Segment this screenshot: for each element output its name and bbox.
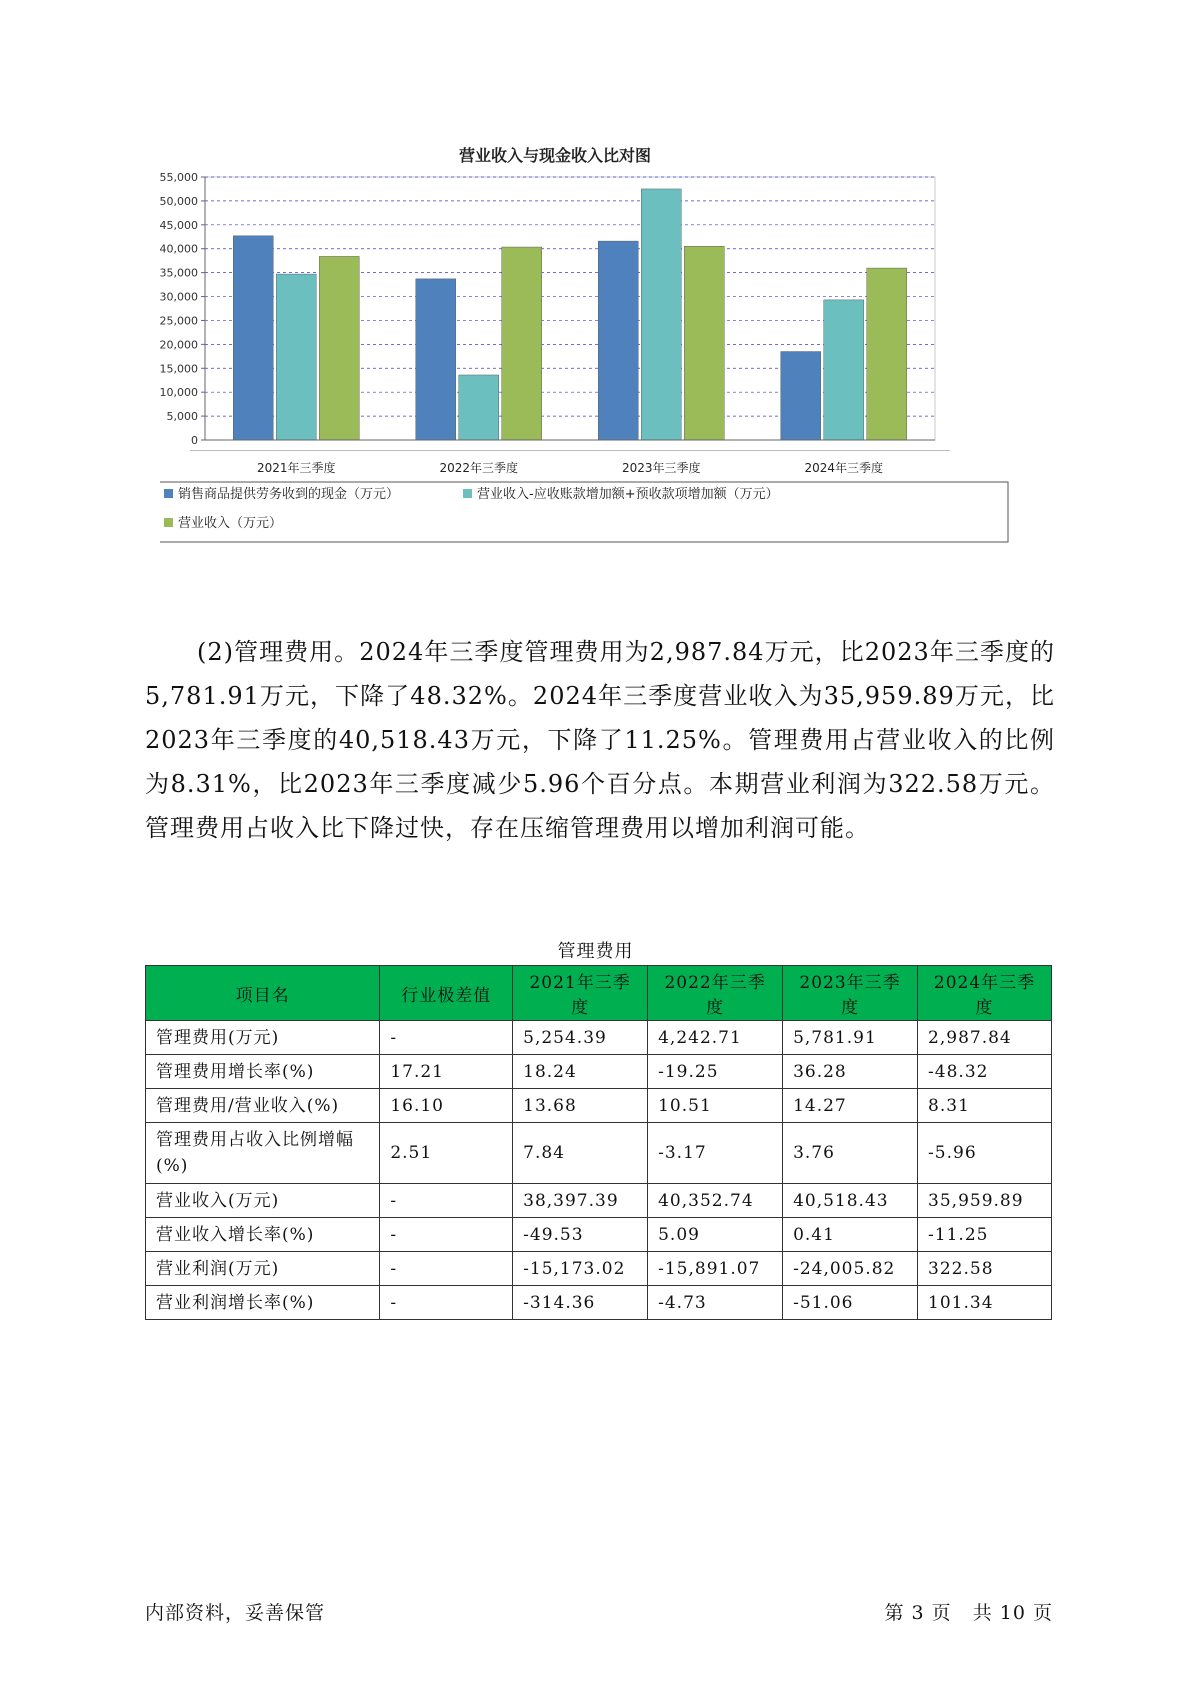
chart-legend [160, 482, 1008, 542]
table-header: 2024年三季度 [918, 966, 1052, 1021]
table-header: 行业极差值 [380, 966, 513, 1021]
legend-label: 营业收入-应收账款增加额+预收款项增加额（万元） [477, 487, 779, 502]
table-cell: 40,518.43 [783, 1184, 918, 1218]
footer-confidential-note: 内部资料，妥善保管 [145, 1602, 326, 1624]
table-header: 2023年三季度 [783, 966, 918, 1021]
table-row [146, 1218, 1052, 1252]
y-tick-label: 15,000 [160, 362, 198, 376]
footer-page-number: 第 3 页 共 10 页 [884, 1602, 1053, 1624]
chart-y-axis [160, 171, 205, 447]
legend-swatch [164, 518, 173, 527]
table-caption: 管理费用 [557, 941, 634, 962]
table-cell: 5,781.91 [783, 1021, 918, 1055]
table-cell: 101.34 [918, 1286, 1052, 1320]
table-cell: - [380, 1021, 513, 1055]
y-tick-label: 40,000 [160, 242, 198, 256]
bar-series-1 [598, 241, 638, 440]
y-tick-label: 10,000 [160, 386, 198, 400]
bar-series-3 [502, 247, 542, 440]
row-label-cell: 营业利润(万元) [146, 1252, 380, 1286]
table-row [146, 1021, 1052, 1055]
management-fee-paragraph [145, 630, 1055, 850]
table-cell: 3.76 [783, 1123, 918, 1184]
table-cell: 322.58 [918, 1252, 1052, 1286]
table-cell: - [380, 1218, 513, 1252]
x-tick-label: 2024年三季度 [804, 461, 884, 475]
bar-series-3 [867, 268, 907, 440]
row-label-cell: 营业利润增长率(%) [146, 1286, 380, 1320]
x-axis-band [190, 450, 950, 451]
table-row [146, 1055, 1052, 1089]
bar-series-3 [684, 246, 724, 440]
bar-series-3 [319, 256, 359, 440]
table-row [146, 1252, 1052, 1286]
bar-series-1 [416, 279, 456, 440]
management-fee-table [145, 965, 1052, 1320]
row-label-cell: 管理费用(万元) [146, 1021, 380, 1055]
bar-series-2 [824, 300, 864, 440]
row-label-cell: 管理费用/营业收入(%) [146, 1089, 380, 1123]
chart-svg [160, 140, 1040, 590]
table-cell: -4.73 [648, 1286, 783, 1320]
y-tick-label: 5,000 [166, 410, 198, 424]
row-label-cell: 营业收入(万元) [146, 1184, 380, 1218]
table-cell: -51.06 [783, 1286, 918, 1320]
table-cell: -15,173.02 [513, 1252, 648, 1286]
table-cell: 35,959.89 [918, 1184, 1052, 1218]
bar-series-2 [276, 274, 316, 440]
table-cell: 40,352.74 [648, 1184, 783, 1218]
table-cell: 38,397.39 [513, 1184, 648, 1218]
table-cell: - [380, 1286, 513, 1320]
table-row [146, 1184, 1052, 1218]
x-tick-label: 2021年三季度 [256, 461, 336, 475]
table-cell: -19.25 [648, 1055, 783, 1089]
y-tick-label: 45,000 [160, 218, 198, 232]
table-cell: -15,891.07 [648, 1252, 783, 1286]
table-cell: 8.31 [918, 1089, 1052, 1123]
table-cell: 2,987.84 [918, 1021, 1052, 1055]
revenue-cash-chart [160, 140, 1040, 590]
bar-series-2 [459, 375, 499, 440]
table-cell: 10.51 [648, 1089, 783, 1123]
table-cell: -3.17 [648, 1123, 783, 1184]
table-cell: -48.32 [918, 1055, 1052, 1089]
chart-title: 营业收入与现金收入比对图 [458, 146, 652, 165]
y-tick-label: 0 [191, 434, 198, 447]
table-cell: 17.21 [380, 1055, 513, 1089]
table-header: 2022年三季度 [648, 966, 783, 1021]
table-cell: 18.24 [513, 1055, 648, 1089]
table-cell: - [380, 1184, 513, 1218]
x-tick-label: 2022年三季度 [439, 461, 519, 475]
table-header: 项目名 [146, 966, 380, 1021]
table-cell: 14.27 [783, 1089, 918, 1123]
y-tick-label: 50,000 [160, 194, 198, 208]
row-label-cell: 管理费用占收入比例增幅(%) [146, 1123, 380, 1184]
bar-series-1 [781, 352, 821, 440]
legend-label: 营业收入（万元） [178, 516, 283, 531]
table-cell: 5,254.39 [513, 1021, 648, 1055]
y-tick-label: 20,000 [160, 338, 198, 352]
row-label-cell: 管理费用增长率(%) [146, 1055, 380, 1089]
table-cell: 5.09 [648, 1218, 783, 1252]
table-cell: 4,242.71 [648, 1021, 783, 1055]
table-row [146, 1286, 1052, 1320]
table-cell: 0.41 [783, 1218, 918, 1252]
legend-swatch [463, 489, 472, 498]
table-row [146, 1089, 1052, 1123]
y-tick-label: 30,000 [160, 290, 198, 304]
table-cell: -24,005.82 [783, 1252, 918, 1286]
table-cell: 36.28 [783, 1055, 918, 1089]
table-cell: - [380, 1252, 513, 1286]
table-header-row [146, 966, 1052, 1021]
table-cell: -11.25 [918, 1218, 1052, 1252]
chart-x-axis [190, 440, 950, 475]
y-tick-label: 35,000 [160, 266, 198, 280]
paragraph-text: (2)管理费用。2024年三季度管理费用为2,987.84万元，比2023年三季度的5,781.91万元，下降了48.32%。2024年三季度营业收入为35,959.89万元，比2023年三季度的40,518.43万元，下降了11.25%。管理费用占营业收入的比例为8.31%，比2023年三季度减少5.96个百分点。本期营业利润为322.58万元。管理费用占收入比下降过快，存在压缩管理费用以增加利润可能。 [145, 638, 1055, 842]
bar-series-2 [641, 189, 681, 440]
table-cell: -5.96 [918, 1123, 1052, 1184]
y-tick-label: 55,000 [160, 171, 198, 184]
table-cell: 13.68 [513, 1089, 648, 1123]
table-cell: -49.53 [513, 1218, 648, 1252]
legend-label: 销售商品提供劳务收到的现金（万元） [178, 487, 400, 502]
bar-series-1 [233, 236, 273, 440]
table-header: 2021年三季度 [513, 966, 648, 1021]
table-cell: 16.10 [380, 1089, 513, 1123]
y-tick-label: 25,000 [160, 314, 198, 328]
table-cell: 7.84 [513, 1123, 648, 1184]
row-label-cell: 营业收入增长率(%) [146, 1218, 380, 1252]
x-tick-label: 2023年三季度 [621, 461, 701, 475]
legend-swatch [164, 489, 173, 498]
table-cell: -314.36 [513, 1286, 648, 1320]
table-row [146, 1123, 1052, 1184]
table-cell: 2.51 [380, 1123, 513, 1184]
